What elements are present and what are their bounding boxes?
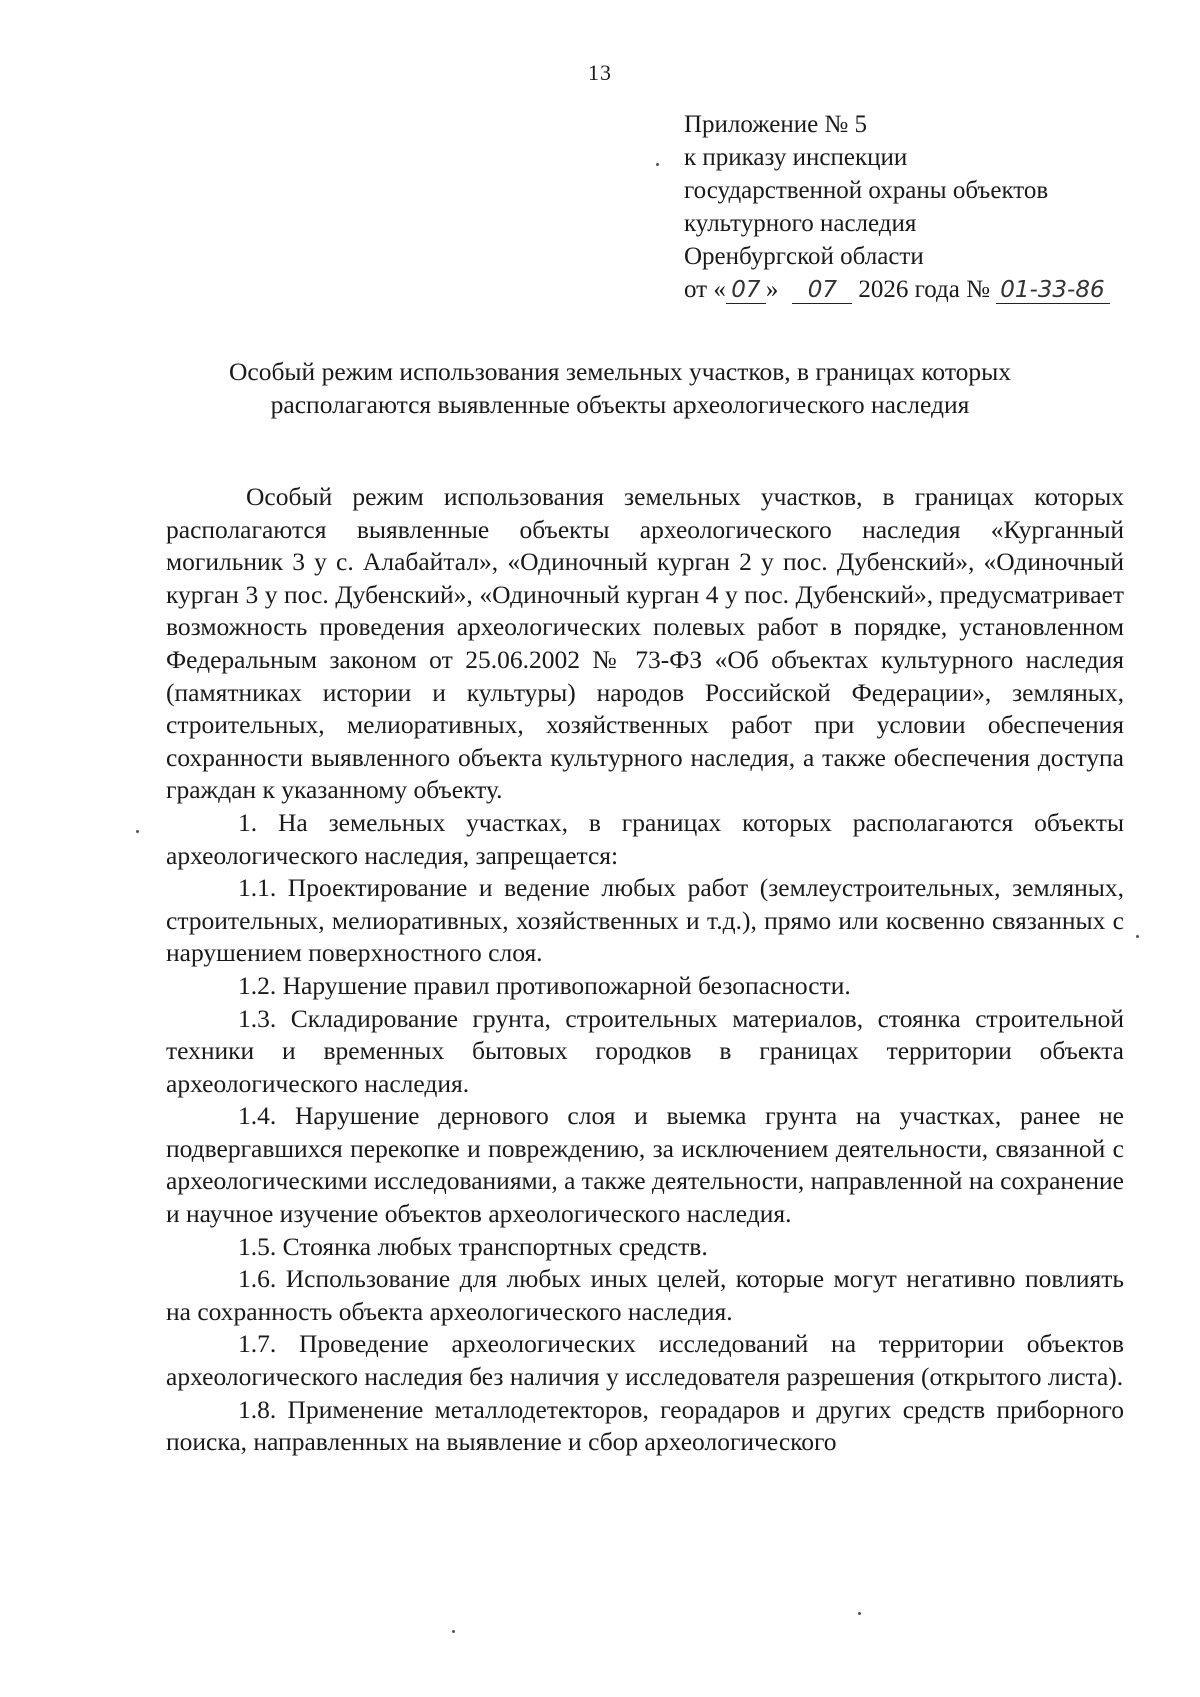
paragraph-1-1: 1.1. Проектирование и ведение любых работ (землеустроительных, земляных, строительных, мелиоративных, хозяйственных и т.д.), прямо или косвенно связанных с нарушением поверхностного слоя. xyxy=(166,873,1124,968)
date-mid: » xyxy=(765,276,779,303)
handwritten-month: 07 xyxy=(792,277,852,304)
paragraph-1: 1. На земельных участках, в границах которых располагаются объекты археологического наследия, запрещается: xyxy=(166,807,1124,870)
appendix-line: культурного наследия xyxy=(684,210,917,237)
appendix-date-line xyxy=(684,273,1154,306)
appendix-line: Приложение № 5 xyxy=(684,111,868,138)
appendix-line: Оренбургской области xyxy=(684,243,924,270)
date-year: 2026 года № xyxy=(858,276,990,303)
date-prefix: от « xyxy=(684,276,726,303)
scan-speck xyxy=(452,1630,455,1633)
paragraph-1-7: 1.7. Проведение археологических исследований на территории объектов археологического наследия без наличия у исследователя разрешения (открытого листа). xyxy=(166,1329,1124,1392)
appendix-line: государственной охраны объектов xyxy=(684,177,1049,204)
paragraph-1-2: 1.2. Нарушение правил противопожарной безопасности. xyxy=(238,970,851,1000)
document-title xyxy=(150,355,1090,421)
scan-speck xyxy=(1136,935,1139,938)
handwritten-order-number: 01-33-86 xyxy=(996,277,1110,304)
document-body xyxy=(166,481,1124,1459)
scan-speck xyxy=(656,163,659,166)
handwritten-day: 07 xyxy=(726,277,766,304)
paragraph-1-6: 1.6. Использование для любых иных целей, которые могут негативно повлиять на сохранность объекта археологического наследия. xyxy=(166,1264,1124,1326)
appendix-header xyxy=(684,108,1154,306)
scan-speck xyxy=(136,830,139,833)
intro-paragraph: Особый режим использования земельных участков, в границах которых располагаются выявленные объекты археологического наследия «Курганный могильник 3 у с. Алабайтал», «Одиночный курган 2 у пос. Дубенский», «Одиночный курган 3 у пос. Дубенский», «Одиночный курган 4 у пос. Дубенский», предусматривает возможность проведения археологических полевых работ в порядке, установленном Федеральным законом от 25.06.2002 № 73-ФЗ «Об объектах культурного наследия (памятниках истории и культуры) народов Российской Федерации», земляных, строительных, мелиоративных, хозяйственных работ при условии обеспечения сохранности выявленного объекта культурного наследия, а также обеспечения доступа граждан к указанному объекту. xyxy=(166,482,1124,805)
scan-speck xyxy=(858,1612,861,1615)
paragraph-1-3: 1.3. Складирование грунта, строительных материалов, стоянка строительной техники и временных бытовых городков в границах территории объекта археологического наследия. xyxy=(166,1003,1124,1098)
title-line: Особый режим использования земельных участков, в границах которых xyxy=(228,357,1012,386)
paragraph-1-8: 1.8. Применение металлодетекторов, георадаров и других средств приборного поиска, направленных на выявление и сбор археологического xyxy=(166,1394,1124,1457)
page-number: 13 xyxy=(588,60,612,85)
appendix-line: к приказу инспекции xyxy=(684,144,908,171)
title-line: располагаются выявленные объекты археологического наследия xyxy=(270,390,970,419)
paragraph-1-5: 1.5. Стоянка любых транспортных средств. xyxy=(238,1231,708,1261)
paragraph-1-4: 1.4. Нарушение дернового слоя и выемка грунта на участках, ранее не подвергавшихся перекопке и повреждению, за исключением деятельности, связанной с археологическими исследованиями, а также деятельности, направленной на сохранение и научное изучение объектов археологического наследия. xyxy=(166,1101,1124,1229)
